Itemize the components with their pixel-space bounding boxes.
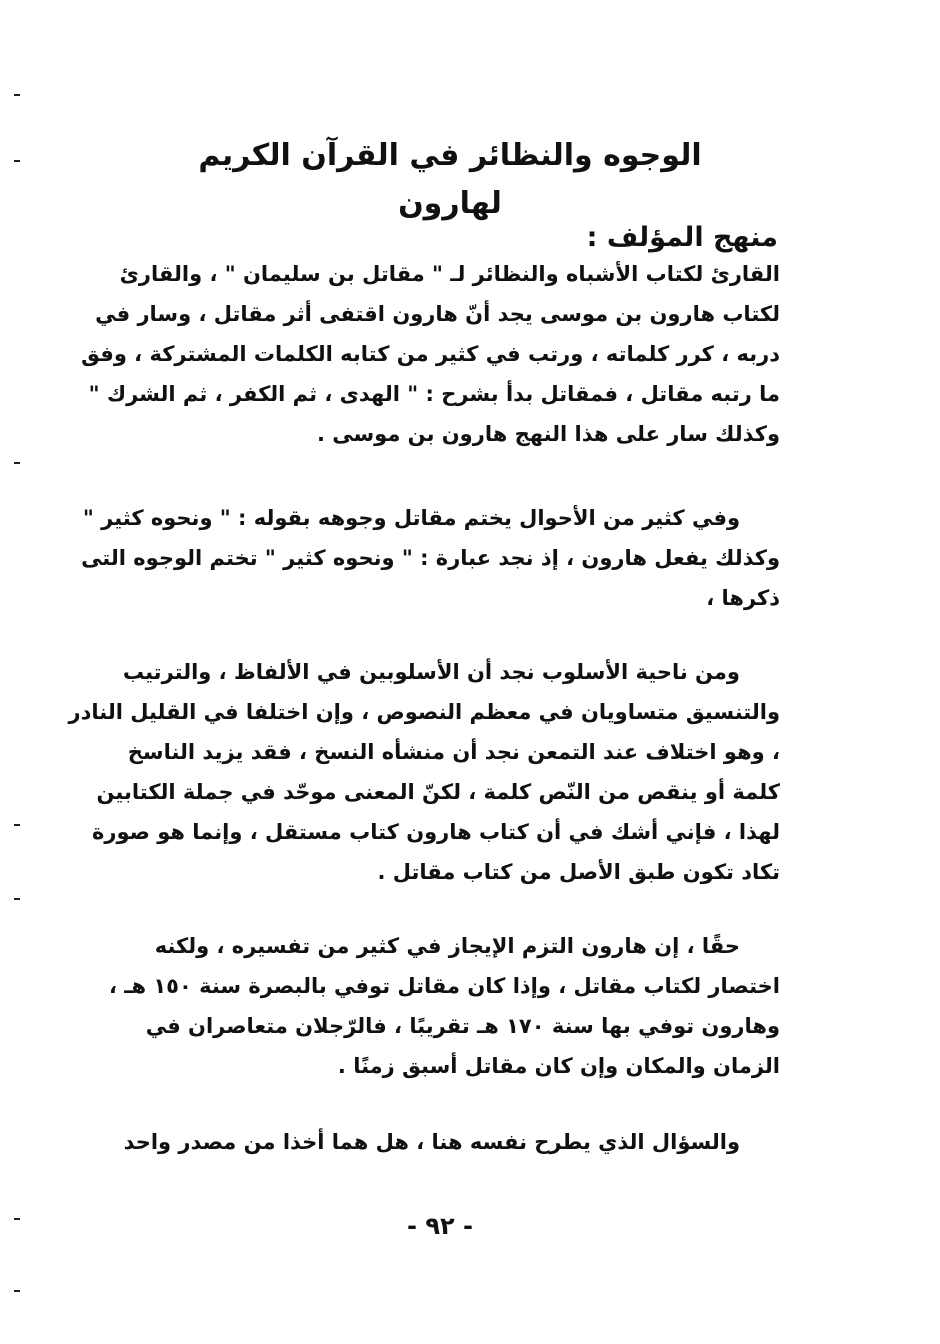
text-line: ومن ناحية الأسلوب نجد أن الأسلوبين في الألفاظ ، والترتيب (122, 660, 740, 684)
text-line: دربه ، كرر كلماته ، ورتب في كثير من كتابه الكلمات المشتركة ، وفق (81, 342, 780, 366)
text-line: ، وهو اختلاف عند التمعن نجد أن منشأه النسخ ، فقد يزيد الناسخ (127, 740, 780, 764)
text-line: القارئ لكتاب الأشباه والنظائر لـ " مقاتل بن سليمان " ، والقارئ (119, 262, 780, 286)
text-line: لهذا ، فإني أشك في أن كتاب هارون كتاب مستقل ، وإنما هو صورة (92, 820, 780, 844)
text-line: اختصار لكتاب مقاتل ، وإذا كان مقاتل توفي بالبصرة سنة ١٥٠ هـ ، (108, 974, 780, 998)
text-line: والتنسيق متساويان في معظم النصوص ، وإن اختلفا في القليل النادر (68, 700, 780, 724)
margin-mark (14, 462, 20, 464)
paragraph-2 (81, 498, 780, 618)
text-line: الزمان والمكان وإن كان مقاتل أسبق زمنًا . (337, 1054, 780, 1078)
text-line: وكذلك سار على هذا النهج هارون بن موسى . (317, 422, 780, 446)
margin-mark (14, 898, 20, 900)
section-heading: منهج المؤلف : (586, 222, 778, 253)
paragraph-1 (81, 254, 780, 454)
text-line: حقًا ، إن هارون التزم الإيجاز في كثير من تفسيره ، ولكنه (154, 934, 740, 958)
margin-mark (14, 1290, 20, 1292)
page-title: الوجوه والنظائر في القرآن الكريم لهارون (198, 138, 702, 221)
text-line: ذكرها ، (706, 586, 780, 610)
paragraph-4 (108, 926, 780, 1086)
text-line: ما رتبه مقاتل ، فمقاتل بدأ بشرح : " الهدى ، ثم الكفر ، ثم الشرك " (88, 382, 780, 406)
paragraph-5 (120, 1122, 780, 1162)
text-line: تكاد تكون طبق الأصل من كتاب مقاتل . (377, 860, 780, 884)
paragraph-3 (68, 652, 780, 892)
page-number: - ٩٢ - (407, 1212, 473, 1240)
margin-mark (14, 1218, 20, 1220)
text-line: والسؤال الذي يطرح نفسه هنا ، هل هما أخذا من مصدر واحد (123, 1130, 740, 1154)
text-line: لكتاب هارون بن موسى يجد أنّ هارون اقتفى أثر مقاتل ، وسار في (95, 302, 780, 326)
margin-mark (14, 94, 20, 96)
margin-mark (14, 824, 20, 826)
text-line: كلمة أو ينقص من النّص كلمة ، لكنّ المعنى موحّد في جملة الكتابين (96, 780, 780, 804)
margin-mark (14, 160, 20, 162)
text-line: وفي كثير من الأحوال يختم مقاتل وجوهه بقوله : " ونحوه كثير " (82, 506, 740, 530)
text-line: وهارون توفي بها سنة ١٧٠ هـ تقريبًا ، فالرّجلان متعاصران في (145, 1014, 780, 1038)
text-line: وكذلك يفعل هارون ، إذ نجد عبارة : " ونحوه كثير " تختم الوجوه التى (81, 546, 780, 570)
